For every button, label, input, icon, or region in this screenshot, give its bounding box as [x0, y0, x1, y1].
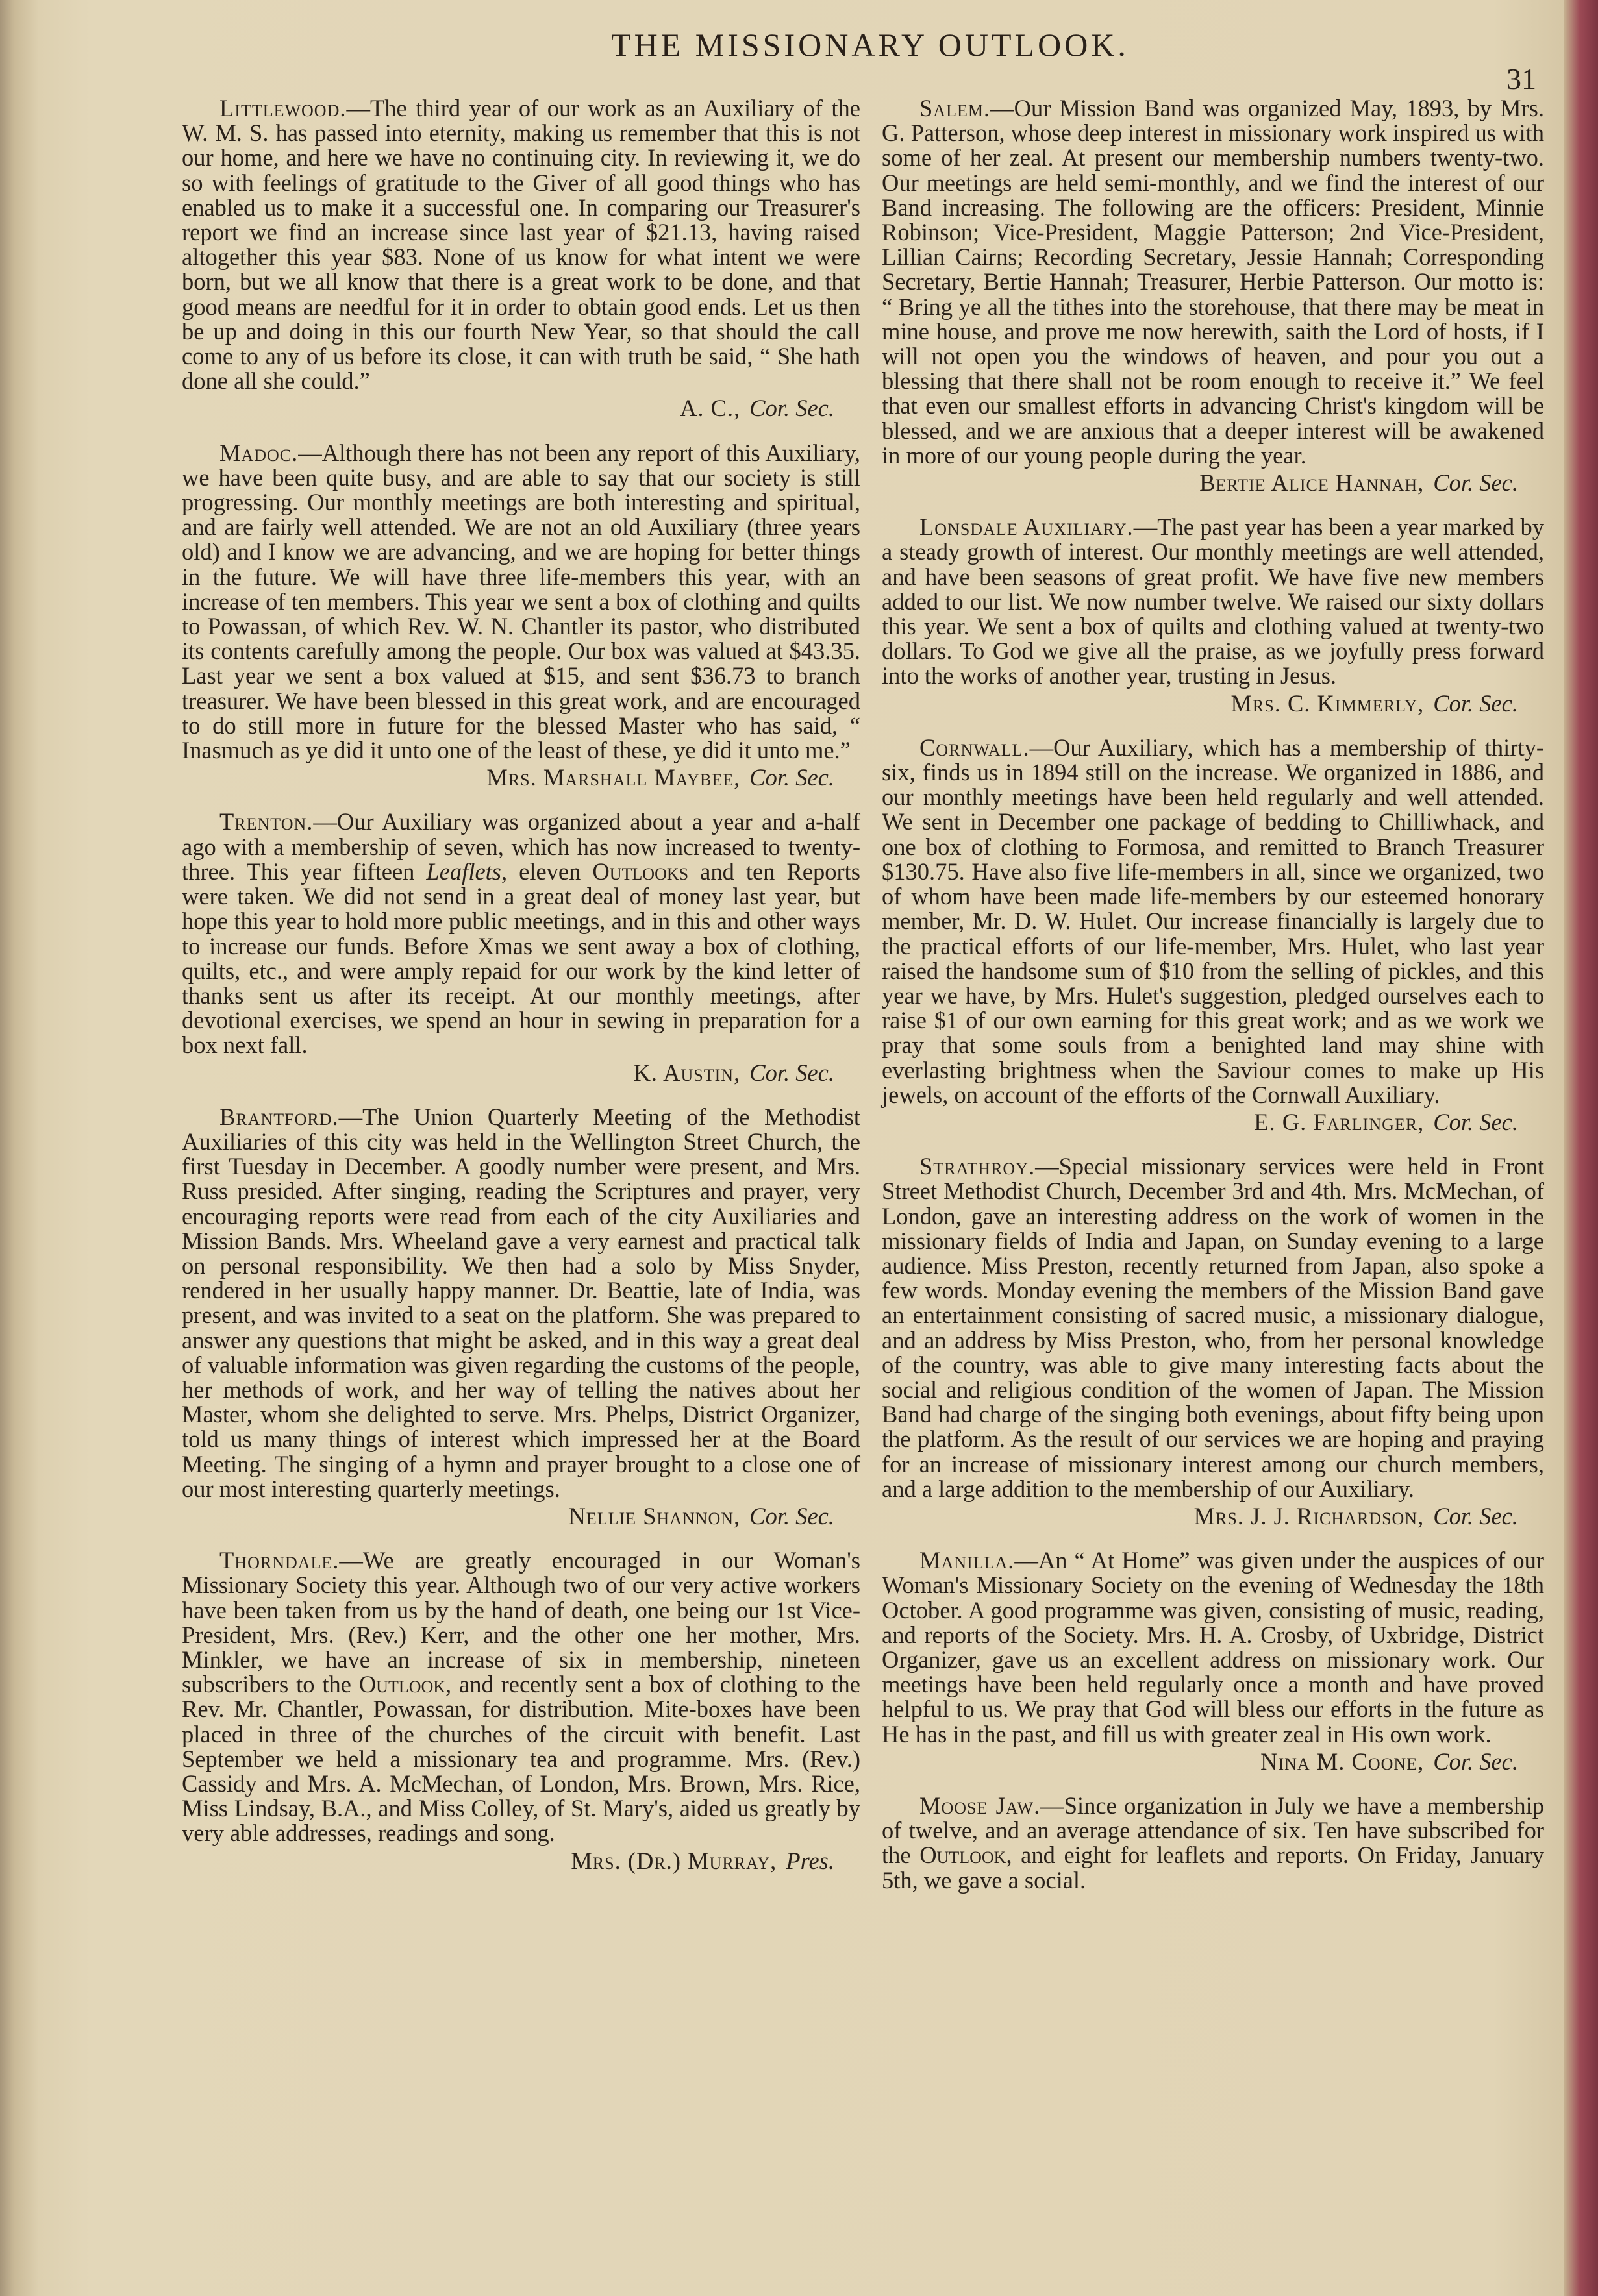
- report-signature: [182, 1061, 860, 1085]
- report-madoc: [182, 441, 860, 791]
- report-body: —The past year has been a year marked by a steady growth of interest. Our monthly meetings are well attended, and have been seasons of great profit. We have five new members added to our list. We now number twelve. We raised our sixty dollars this year. We sent a box of quilts and clothing valued at twenty-two dollars. To God we give all the praise, as we joyfully press forward into the works of another year, trusting in Jesus.: [882, 513, 1545, 689]
- report-body-part: and ten Reports were taken. We did not send in a great deal of money last year, but hope this year to hold more public meetings, and in this and other ways to increase our funds. Before Xmas we sent away a box of clothing, quilts, etc., and were amply repaid for our work by the kind letter of thanks sent us after its receipt. At our monthly meetings, after devotional exercises, we spend an hour in sewing in preparation for a box next fall.: [182, 858, 860, 1059]
- report-place: Madoc.: [219, 439, 299, 466]
- report-body: —Our Auxiliary, which has a membership of thirty-six, finds us in 1894 still on the increase. We organized in 1886, and our monthly meetings have been held regularly and well attended. We sent in December one package of bedding to Chilliwhack, and one box of clothing to Formosa, and remitted to Branch Treasurer $130.75. Have also five life-members in all, since we organized, two of whom have been made life-members by our esteemed honorary member, Mr. D. W. Hulet. Our increase financially is largely due to the practical efforts of our life-member, Mrs. Hulet, who last year raised the handsome sum of $10 from the selling of pickles, and this year we have, by Mrs. Hulet's suggestion, pledged ourselves each to raise $1 of our own earning for this great work; and as we work we pray that some souls from a benighted land may shine with everlasting brightness when the Saviour comes to make up His jewels, on account of the efforts of the Cornwall Auxiliary.: [882, 734, 1544, 1108]
- page-number: 31: [1506, 62, 1536, 95]
- report-body-italic: Leaflets: [426, 858, 501, 885]
- report-place: Moose Jaw.: [919, 1792, 1041, 1819]
- report-signature: [182, 1849, 860, 1873]
- report-place: Lonsdale Auxiliary.: [919, 513, 1134, 541]
- report-cornwall: [882, 735, 1544, 1135]
- report-trenton: [182, 809, 860, 1085]
- signature-role: Cor. Sec.: [1433, 1747, 1518, 1775]
- report-body: —An “ At Home” was given under the auspices of our Woman's Missionary Society on the evening of Wednesday the 18th October. A good programme was given, consisting of music, reading, and reports of the Society. Mrs. H. A. Crosby, of Uxbridge, District Organizer, gave us an excellent address on missionary work. Our meetings have been held regularly once a month and have proved helpful to us. We pray that God will bless our efforts in the future as He has in the past, and fill us with greater zeal in His own work.: [882, 1547, 1544, 1747]
- signature-role: Cor. Sec.: [1433, 469, 1518, 497]
- report-place: Brantford.: [219, 1103, 339, 1130]
- report-signature: [882, 471, 1544, 495]
- report-place: Trenton.: [219, 808, 314, 835]
- report-manilla: [882, 1548, 1544, 1774]
- signature-role: Cor. Sec.: [749, 1502, 834, 1529]
- signature-role: Cor. Sec.: [749, 395, 834, 422]
- report-moose-jaw: [882, 1794, 1544, 1893]
- report-brantford: [182, 1105, 860, 1529]
- signature-name: Mrs. Marshall Maybee,: [486, 764, 741, 791]
- signature-name: A. C.,: [680, 395, 741, 422]
- signature-name: Nellie Shannon,: [568, 1502, 741, 1529]
- report-body: —The third year of our work as an Auxiliary of the W. M. S. has passed into eternity, making us remember that this is not our home, and here we have no continuing city. In reviewing it, we do so with feelings of gratitude to the Giver of all good things who has enabled us to make it a successful one. In comparing our Treasurer's report we find an increase since last year of $21.13, having raised altogether this year $83. None of us know for what intent we were born, but we all know that there is a great work to be done, and that good means are needful for it in order to obtain good ends. Let us then be up and doing in this our fourth New Year, so that should the call come to any of us before its close, it can with truth be said, “ She hath done all she could.”: [182, 95, 860, 395]
- report-signature: [182, 765, 860, 790]
- signature-role: Cor. Sec.: [1433, 1108, 1518, 1135]
- signature-role: Cor. Sec.: [749, 764, 834, 791]
- report-place: Littlewood.: [219, 95, 347, 121]
- report-salem: [882, 96, 1544, 495]
- report-strathroy: [882, 1154, 1544, 1529]
- report-body: —Our Mission Band was organized May, 1893, by Mrs. G. Patterson, whose deep interest in missionary work inspired us with some of her zeal. At present our membership numbers twenty-two. Our meetings are held semi-monthly, and we find the interest of our Band increasing. The following are the officers: President, Minnie Robinson; Vice-President, Maggie Patterson; 2nd Vice-President, Lillian Cairns; Recording Secretary, Jessie Hannah; Corresponding Secretary, Bertie Hannah; Treasurer, Herbie Patterson. Our motto is: “ Bring ye all the tithes into the storehouse, that there may be meat in mine house, and prove me now herewith, saith the Lord of hosts, if I will not open you the windows of heaven, and pour you out a blessing that there shall not be room enough to receive it.” We feel that even our smallest efforts in advancing Christ's kingdom will be blessed, and we are anxious that a deeper interest will be awakened in more of our young people during the year.: [882, 95, 1544, 469]
- report-signature: [882, 1749, 1544, 1774]
- right-column: [882, 96, 1544, 1912]
- report-place: Salem.: [919, 95, 991, 121]
- signature-name: Mrs. (Dr.) Murray,: [571, 1847, 777, 1874]
- running-header: THE MISSIONARY OUTLOOK.: [611, 27, 1129, 63]
- report-thorndale: [182, 1548, 860, 1873]
- report-body-part: , and recently sent a box of clothing to the Rev. Mr. Chantler, Powassan, for distribution. Mite-boxes have been placed in three of the churches of the circuit with benefit. Last September we held a missionary tea and programme. Mrs. (Rev.) Cassidy and Mrs. A. McMechan, of London, Mrs. Brown, Mrs. Rice, Miss Lindsay, B.A., and Miss Colley, of St. Mary's, aided us greatly by very able addresses, readings and song.: [182, 1671, 860, 1847]
- report-body-smallcaps: Outlooks: [592, 858, 689, 885]
- left-column: [182, 96, 860, 1893]
- report-body: —Although there has not been any report of this Auxiliary, we have been quite busy, and are able to say that our society is still progressing. Our monthly meetings are both interesting and spiritual, and are fairly well attended. We are not an old Auxiliary (three years old) and I know we are advancing, and we are hoping for better things in the future. We will have three life-members this year, with an increase of ten members. This year we sent a box of clothing and quilts to Powassan, of which Rev. W. N. Chantler its pastor, who distributed its contents carefully among the people. Our box was valued at $43.35. Last year we sent a box valued at $15, and sent $36.73 to branch treasurer. We have been blessed in this great work, and are encouraged to do still more in future for the blessed Master who has said, “ Inasmuch as ye did it unto one of the least of these, ye did it unto me.”: [182, 439, 860, 764]
- report-place: Manilla.: [919, 1547, 1015, 1574]
- book-spine-edge: [1564, 0, 1598, 2296]
- signature-role: Cor. Sec.: [1433, 689, 1518, 717]
- signature-role: Pres.: [786, 1847, 834, 1874]
- signature-name: Nina M. Coone,: [1260, 1747, 1425, 1775]
- report-signature: [882, 1504, 1544, 1529]
- signature-role: Cor. Sec.: [1433, 1502, 1518, 1529]
- report-body-part: , and eight for leaflets and reports. On Friday, January 5th, we gave a social.: [882, 1842, 1544, 1894]
- report-place: Strathroy.: [919, 1153, 1036, 1180]
- report-body-part: —Our Auxiliary was organized about a year and a-half ago with a membership of seven, which has now increased to twenty-three. This year fifteen: [182, 808, 860, 885]
- signature-name: E. G. Farlinger,: [1254, 1108, 1425, 1135]
- report-signature: [182, 1504, 860, 1529]
- report-body-part: —Since organization in July we have a membership of twelve, and an average attendance of six. Ten have subscribed for the: [882, 1792, 1544, 1869]
- signature-name: Mrs. J. J. Richardson,: [1193, 1502, 1425, 1529]
- report-body-smallcaps: Outlook: [919, 1842, 1006, 1869]
- report-body-part: , eleven: [501, 858, 593, 885]
- signature-name: Mrs. C. Kimmerly,: [1230, 689, 1425, 717]
- report-body: —Special missionary services were held in Front Street Methodist Church, December 3rd and 4th. Mrs. McMechan, of London, gave an interesting address on the work of women in the missionary fields of India and Japan, on Sunday evening to a large audience. Miss Preston, recently returned from Japan, also spoke a few words. Monday evening the members of the Mission Band gave an entertainment consisting of sacred music, a missionary dialogue, and an address by Miss Preston, who, from her personal knowledge of the country, was able to give many interesting facts about the social and religious condition of the women of Japan. The Mission Band had charge of the singing both evenings, about fifty being upon the platform. As the result of our services we are hoping and praying for an increase of missionary interest among our church members, and a large addition to the membership of our Auxiliary.: [882, 1153, 1544, 1502]
- report-signature: [882, 691, 1544, 716]
- signature-role: Cor. Sec.: [749, 1059, 834, 1086]
- report-body: —The Union Quarterly Meeting of the Methodist Auxiliaries of this city was held in the Wellington Street Church, the first Tuesday in December. A goodly number were present, and Mrs. Russ presided. After singing, reading the Scriptures and prayer, very encouraging reports were read from each of the city Auxiliaries and Mission Bands. Mrs. Wheeland gave a very earnest and practical talk on personal responsibility. We then had a solo by Miss Snyder, rendered in her usually happy manner. Dr. Beattie, late of India, was present, and was invited to a seat on the platform. She was prepared to answer any questions that might be asked, and in this way a great deal of valuable information was given regarding the customs of the people, her methods of work, and her way of telling the natives about her Master, whom she delighted to serve. Mrs. Phelps, District Organizer, told us many things of interest which impressed her at the Board Meeting. The singing of a hymn and prayer brought to a close one of our most interesting quarterly meetings.: [182, 1103, 860, 1502]
- report-place: Cornwall.: [919, 734, 1030, 761]
- signature-name: K. Austin,: [633, 1059, 741, 1086]
- report-signature: [882, 1110, 1544, 1135]
- report-signature: [182, 396, 860, 421]
- signature-name: Bertie Alice Hannah,: [1199, 469, 1425, 497]
- report-lonsdale: [882, 515, 1544, 716]
- report-body-smallcaps: Outlook: [358, 1671, 446, 1698]
- report-place: Thorndale.: [219, 1547, 340, 1574]
- report-body-part: —We are greatly encouraged in our Woman's Missionary Society this year. Although two of our very active workers have been taken from us by the hand of death, one being our 1st Vice-President, Mrs. (Rev.) Kerr, and the other one her mother, Mrs. Minkler, we have an increase of six in membership, nineteen subscribers to the: [182, 1547, 860, 1698]
- report-littlewood: [182, 96, 860, 421]
